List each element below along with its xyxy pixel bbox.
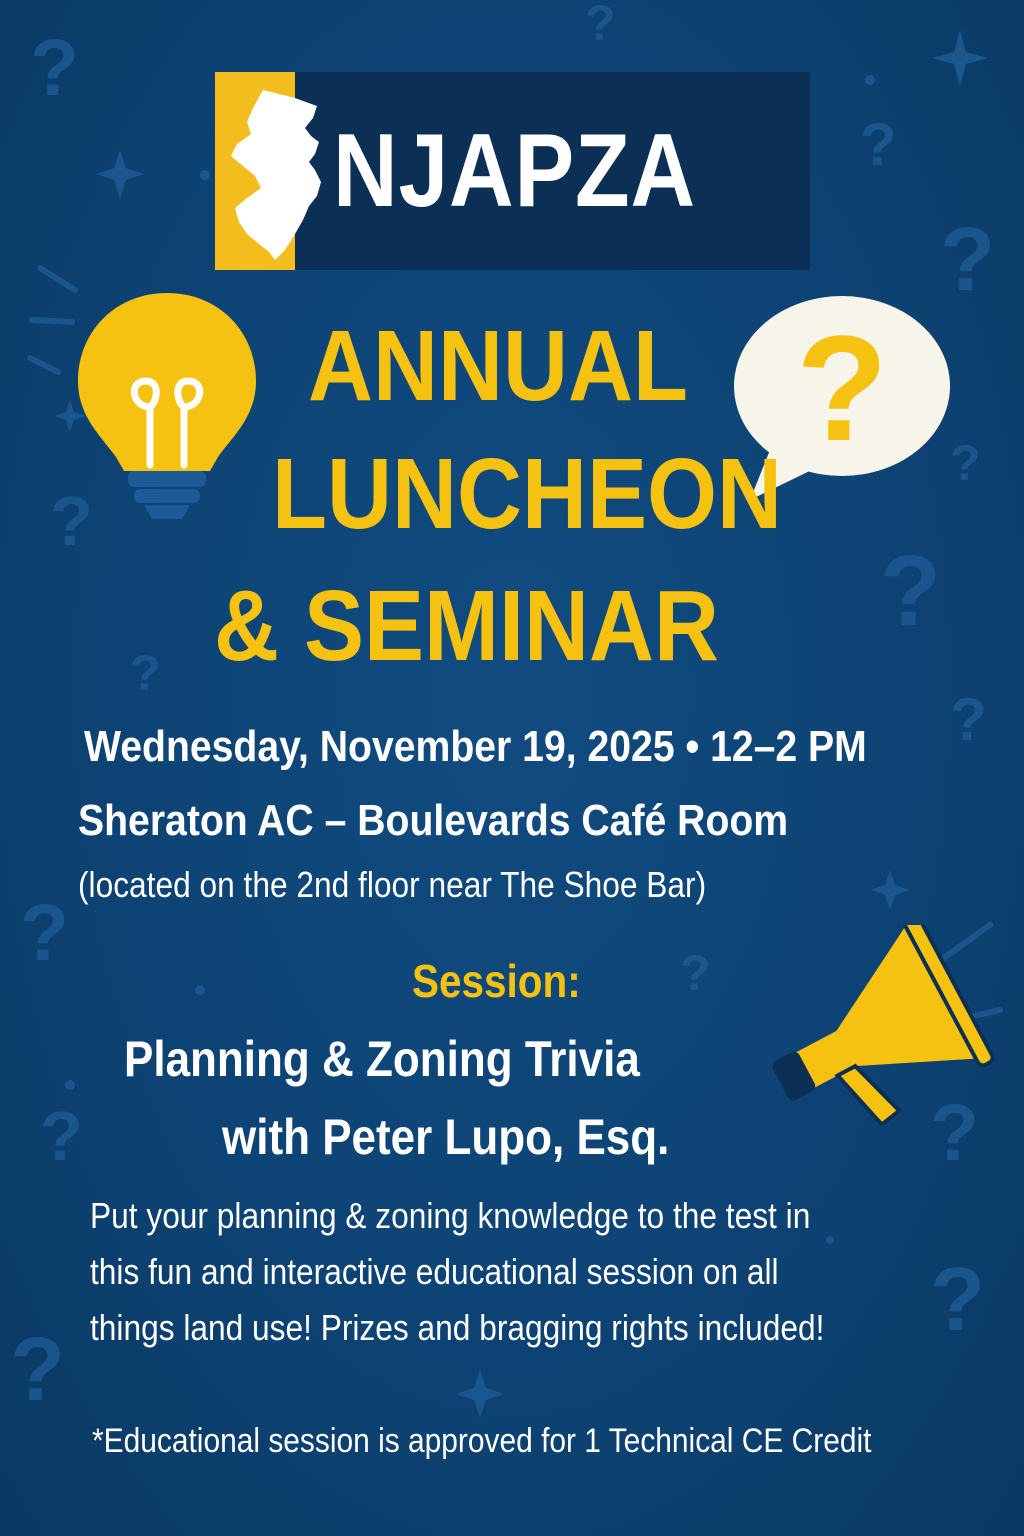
session-title-line-2: with Peter Lupo, Esq. xyxy=(222,1109,670,1165)
svg-text:?: ? xyxy=(940,210,995,310)
svg-text:?: ? xyxy=(930,1088,979,1177)
megaphone-icon xyxy=(760,925,1020,1125)
svg-text:?: ? xyxy=(10,1320,65,1420)
lightbulb-icon xyxy=(72,285,262,525)
description-line-2: this fun and interactive educational session on all xyxy=(90,1251,779,1292)
description-line-1: Put your planning & zoning knowledge to the test in xyxy=(90,1195,811,1236)
session-description xyxy=(90,1188,925,1356)
title-line-seminar: & SEMINAR xyxy=(214,570,720,682)
svg-text:?: ? xyxy=(930,1250,985,1350)
svg-text:?: ? xyxy=(50,482,93,560)
title-line-annual: ANNUAL xyxy=(308,310,688,422)
event-venue: Sheraton AC – Boulevards Café Room xyxy=(78,796,789,845)
event-date-time: Wednesday, November 19, 2025 • 12–2 PM xyxy=(84,722,867,771)
svg-text:?: ? xyxy=(585,0,616,51)
logo-text: NJAPZA xyxy=(333,113,696,229)
svg-text:?: ? xyxy=(680,945,711,1001)
svg-text:?: ? xyxy=(40,1097,83,1175)
svg-text:?: ? xyxy=(30,23,79,112)
title-line-luncheon: LUNCHEON xyxy=(272,438,782,550)
ce-credit-footnote: *Educational session is approved for 1 Technical CE Credit xyxy=(92,1422,872,1460)
description-line-3: things land use! Prizes and bragging rights included! xyxy=(90,1307,825,1348)
session-label: Session: xyxy=(412,955,581,1007)
event-location-note: (located on the 2nd floor near The Shoe Bar) xyxy=(78,864,707,905)
svg-text:?: ? xyxy=(950,686,987,753)
svg-text:?: ? xyxy=(20,888,69,977)
session-title-line-1: Planning & Zoning Trivia xyxy=(124,1031,640,1087)
new-jersey-map-icon xyxy=(225,84,335,264)
svg-text:?: ? xyxy=(880,535,942,647)
svg-text:?: ? xyxy=(860,111,897,178)
njapza-logo xyxy=(215,72,810,270)
svg-text:?: ? xyxy=(796,304,888,472)
svg-text:?: ? xyxy=(130,645,161,701)
svg-text:?: ? xyxy=(950,435,981,491)
